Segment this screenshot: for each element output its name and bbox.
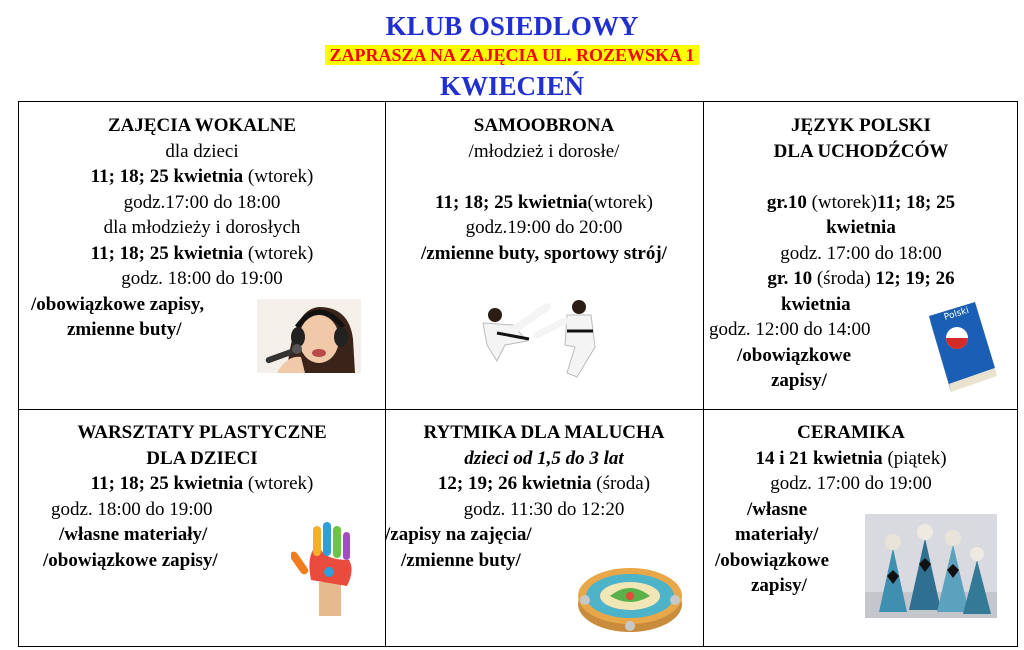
- cell-title: ZAJĘCIA WOKALNE: [107, 115, 297, 136]
- ceramic-figures-icon: [865, 514, 997, 618]
- cell-line: godz. 11:30 do 12:20: [463, 498, 625, 520]
- cell-rhythmics: [385, 420, 703, 573]
- cell-title: JĘZYK POLSKI: [791, 115, 931, 136]
- svg-text:Polski: Polski: [942, 305, 971, 323]
- cell-self-defense: [385, 113, 703, 266]
- tambourine-icon: [575, 556, 685, 636]
- cell-note: /zapisy na zajęcia/: [385, 524, 532, 545]
- cell-line: godz.17:00 do 18:00: [123, 191, 281, 213]
- cell-line: 14 i 21 kwietnia (piątek): [755, 447, 947, 469]
- cell-title: WARSZTATY PLASTYCZNE: [77, 422, 327, 443]
- cell-note: zmienne buty/: [67, 319, 182, 340]
- cell-line: godz. 18:00 do 19:00: [51, 498, 213, 520]
- poster-title: KLUB OSIEDLOWY: [385, 11, 639, 41]
- cell-line: gr. 10 (środa) 12; 19; 26: [767, 268, 955, 289]
- cell-note: zapisy/: [771, 370, 827, 391]
- cell-title: DLA DZIECI: [146, 447, 258, 469]
- cell-line: dla młodzieży i dorosłych: [103, 217, 301, 238]
- cell-note: /zmienne buty, sportowy strój/: [421, 242, 667, 264]
- cell-note: /obowiązkowe zapisy,: [31, 293, 205, 315]
- cell-line: 11; 18; 25 kwietnia (wtorek): [90, 166, 314, 187]
- polish-book-icon: [919, 298, 999, 392]
- poster-subtitle: [0, 44, 1024, 68]
- cell-line: 11; 18; 25 kwietnia(wtorek): [435, 191, 653, 213]
- cell-title: SAMOOBRONA: [473, 115, 615, 136]
- cell-line: /młodzież i dorosłe/: [468, 140, 620, 162]
- cell-note: /zmienne buty/: [401, 549, 521, 571]
- cell-line: godz. 17:00 do 18:00: [780, 242, 942, 264]
- cell-note: /obowiązkowe: [737, 344, 851, 366]
- singer-with-headphones-icon: [257, 299, 361, 373]
- cell-spacer: [703, 164, 1019, 190]
- cell-line: godz. 12:00 do 14:00: [709, 319, 871, 340]
- subtitle-highlight: ZAPRASZA NA ZAJĘCIA UL. ROZEWSKA 1: [325, 45, 698, 65]
- cell-title: DLA UCHODŹCÓW: [773, 140, 949, 162]
- row-divider: [19, 409, 1017, 410]
- cell-note: materiały/: [735, 524, 819, 545]
- painted-hand-icon: [291, 520, 369, 616]
- cell-line: gr.10 (wtorek)11; 18; 25: [766, 191, 956, 213]
- cell-line: godz.19:00 do 20:00: [465, 217, 623, 238]
- month-heading: KWIECIEŃ: [439, 71, 585, 101]
- cell-note: /obowiązkowe zapisy/: [43, 549, 218, 571]
- cell-line: godz. 18:00 do 19:00: [121, 268, 283, 289]
- karate-fighters-icon: [467, 285, 619, 381]
- cell-note: /obowiązkowe: [715, 549, 829, 571]
- cell-line: 11; 18; 25 kwietnia (wtorek): [90, 242, 314, 264]
- cell-title: CERAMIKA: [797, 422, 905, 443]
- cell-line: dzieci od 1,5 do 3 lat: [464, 447, 624, 469]
- cell-title: RYTMIKA DLA MALUCHA: [423, 422, 665, 443]
- cell-line: godz. 17:00 do 19:00: [770, 473, 932, 494]
- cell-line: kwietnia: [781, 293, 851, 315]
- cell-line: 11; 18; 25 kwietnia (wtorek): [90, 473, 314, 494]
- cell-line: dla dzieci: [165, 140, 239, 162]
- cell-note: zapisy/: [751, 575, 807, 596]
- cell-line: 12; 19; 26 kwietnia (środa): [437, 473, 651, 494]
- cell-note: /własne: [747, 498, 808, 520]
- cell-spacer: [385, 164, 703, 190]
- cell-note: /własne materiały/: [59, 524, 208, 545]
- schedule-table: [18, 101, 1018, 647]
- cell-line: kwietnia: [826, 217, 896, 238]
